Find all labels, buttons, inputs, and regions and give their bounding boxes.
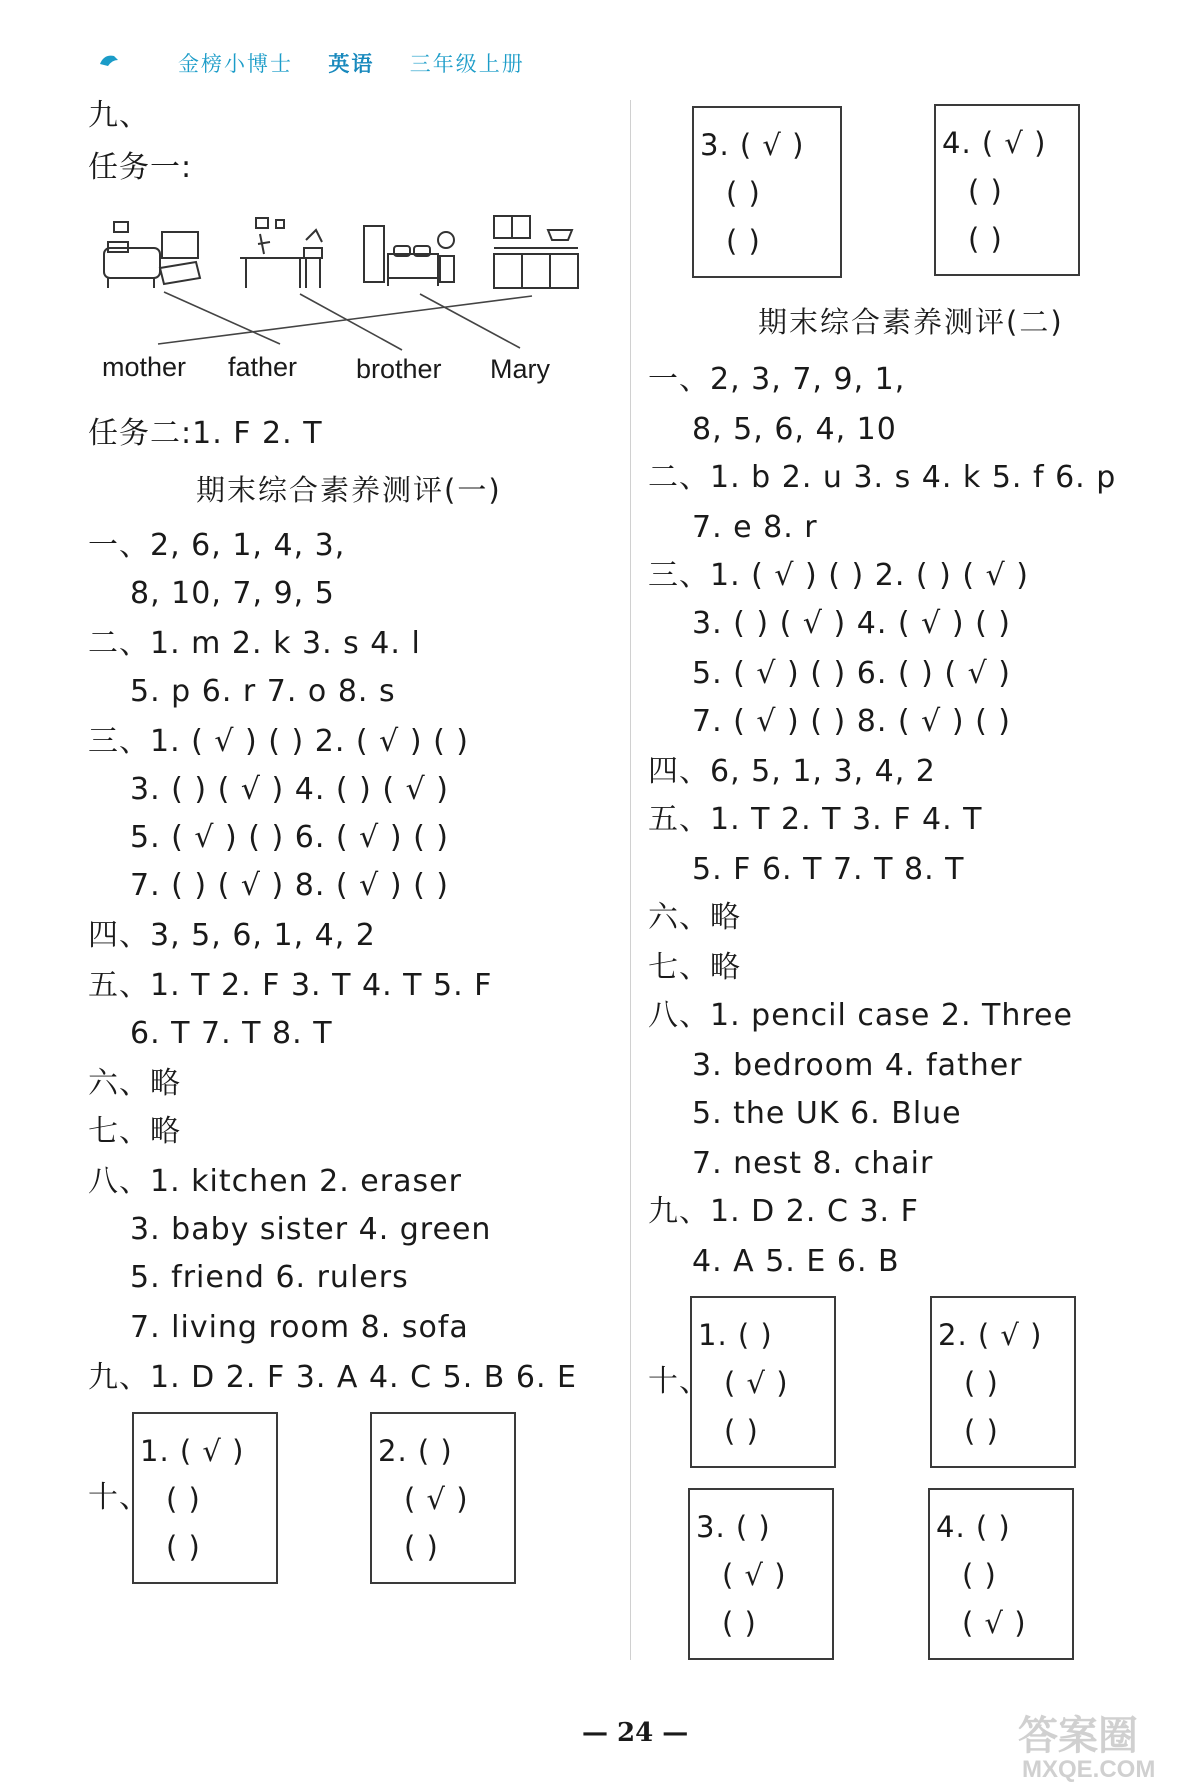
left-line: 七、略 <box>88 1114 181 1149</box>
left-line: 5. friend 6. rulers <box>130 1260 409 1295</box>
left-line: 三、1. ( √ ) ( ) 2. ( √ ) ( ) <box>88 724 470 759</box>
kitchen-illustration <box>490 214 584 298</box>
left-sec10-label: 十、 <box>88 1480 150 1515</box>
left-sec9-title: 九、 <box>88 98 150 133</box>
answer-box-row: 3. ( ) <box>696 1510 771 1544</box>
right-line: 7. ( √ ) ( ) 8. ( √ ) ( ) <box>692 704 1012 739</box>
answer-box <box>688 1488 834 1660</box>
left-line: 六、略 <box>88 1066 181 1101</box>
right-line: 五、1. T 2. T 3. F 4. T <box>648 802 983 837</box>
answer-box-row: ( ) <box>964 1414 999 1448</box>
matching-lines <box>140 288 540 362</box>
header-grade: 三年级上册 <box>409 52 525 76</box>
answer-box-row: ( √ ) <box>722 1558 787 1592</box>
right-line: 5. the UK 6. Blue <box>692 1096 962 1131</box>
left-line: 7. living room 8. sofa <box>130 1310 469 1345</box>
answer-box-row: ( ) <box>726 176 761 210</box>
answer-box-row: 2. ( √ ) <box>938 1318 1043 1352</box>
answer-box-row: ( ) <box>964 1366 999 1400</box>
left-line: 5. p 6. r 7. o 8. s <box>130 674 396 709</box>
watermark-bottom: MXQE.COM <box>1022 1756 1156 1783</box>
answer-box-row: ( √ ) <box>404 1482 469 1516</box>
left-line: 6. T 7. T 8. T <box>130 1016 333 1051</box>
answer-box <box>370 1412 516 1584</box>
left-line: 5. ( √ ) ( ) 6. ( √ ) ( ) <box>130 820 450 855</box>
answer-box-row: ( ) <box>724 1414 759 1448</box>
answer-box <box>690 1296 836 1468</box>
answer-box-row: ( √ ) <box>962 1606 1027 1640</box>
answer-box-row: ( ) <box>968 222 1003 256</box>
answer-box-row: ( √ ) <box>724 1366 789 1400</box>
right-line: 5. ( √ ) ( ) 6. ( ) ( √ ) <box>692 656 1012 691</box>
answer-box-row: ( ) <box>166 1482 201 1516</box>
right-sec10-label: 十、 <box>648 1364 710 1399</box>
answer-box <box>930 1296 1076 1468</box>
word-mary: Mary <box>490 354 550 384</box>
exam1-title: 期末综合素养测评(一) <box>196 473 502 507</box>
answer-box <box>132 1412 278 1584</box>
answer-box-row: ( ) <box>166 1530 201 1564</box>
right-line: 六、略 <box>648 900 741 935</box>
left-task2: 任务二:1. F 2. T <box>88 416 323 451</box>
answer-box-row: 1. ( ) <box>698 1318 773 1352</box>
right-line: 3. ( ) ( √ ) 4. ( √ ) ( ) <box>692 606 1012 641</box>
right-line: 7. nest 8. chair <box>692 1146 934 1181</box>
answer-box-row: 2. ( ) <box>378 1434 453 1468</box>
left-line: 一、2, 6, 1, 4, 3, <box>88 528 346 563</box>
page-number: — 24 — <box>582 1718 689 1748</box>
right-line: 三、1. ( √ ) ( ) 2. ( ) ( √ ) <box>648 558 1030 593</box>
answer-box-row: 1. ( √ ) <box>140 1434 245 1468</box>
left-line: 3. baby sister 4. green <box>130 1212 492 1247</box>
left-line: 3. ( ) ( √ ) 4. ( ) ( √ ) <box>130 772 450 807</box>
right-line: 5. F 6. T 7. T 8. T <box>692 852 965 887</box>
right-line: 4. A 5. E 6. B <box>692 1244 900 1279</box>
exam2-title: 期末综合素养测评(二) <box>758 305 1064 339</box>
answer-box <box>934 104 1080 276</box>
left-task1-label: 任务一: <box>88 150 193 185</box>
answer-box-row: ( ) <box>968 174 1003 208</box>
left-line: 7. ( ) ( √ ) 8. ( √ ) ( ) <box>130 868 450 903</box>
right-line: 九、1. D 2. C 3. F <box>648 1194 919 1229</box>
page-header <box>178 48 525 78</box>
word-father: father <box>228 352 298 382</box>
left-line: 八、1. kitchen 2. eraser <box>88 1164 462 1199</box>
left-line: 四、3, 5, 6, 1, 4, 2 <box>88 918 376 953</box>
answer-box <box>928 1488 1074 1660</box>
header-subject: 英语 <box>328 52 375 76</box>
right-line: 四、6, 5, 1, 3, 4, 2 <box>648 754 936 789</box>
column-divider <box>630 100 631 1660</box>
answer-box-row: 4. ( ) <box>936 1510 1011 1544</box>
answer-box-row: ( ) <box>726 224 761 258</box>
answer-box-row: 4. ( √ ) <box>942 126 1047 160</box>
left-line: 五、1. T 2. F 3. T 4. T 5. F <box>88 968 493 1003</box>
word-mother: mother <box>102 352 187 382</box>
study-room-illustration <box>236 214 332 298</box>
right-line: 七、略 <box>648 950 741 985</box>
right-line: 二、1. b 2. u 3. s 4. k 5. f 6. p <box>648 460 1117 495</box>
left-line: 二、1. m 2. k 3. s 4. l <box>88 626 421 661</box>
right-line: 7. e 8. r <box>692 510 818 545</box>
left-line: 九、1. D 2. F 3. A 4. C 5. B 6. E <box>88 1360 577 1395</box>
answer-box-row: ( ) <box>962 1558 997 1592</box>
left-line: 8, 10, 7, 9, 5 <box>130 576 335 611</box>
right-line: 8, 5, 6, 4, 10 <box>692 412 897 447</box>
answer-box-row: 3. ( √ ) <box>700 128 805 162</box>
answer-box <box>692 106 842 278</box>
watermark-top: 答案圈 <box>1018 1714 1138 1758</box>
right-line: 一、2, 3, 7, 9, 1, <box>648 362 906 397</box>
word-brother: brother <box>356 354 442 384</box>
answer-box-row: ( ) <box>404 1530 439 1564</box>
right-line: 八、1. pencil case 2. Three <box>648 998 1073 1033</box>
right-line: 3. bedroom 4. father <box>692 1048 1023 1083</box>
header-brand: 金榜小博士 <box>178 52 293 76</box>
answer-box-row: ( ) <box>722 1606 757 1640</box>
header-logo-icon <box>98 52 120 72</box>
